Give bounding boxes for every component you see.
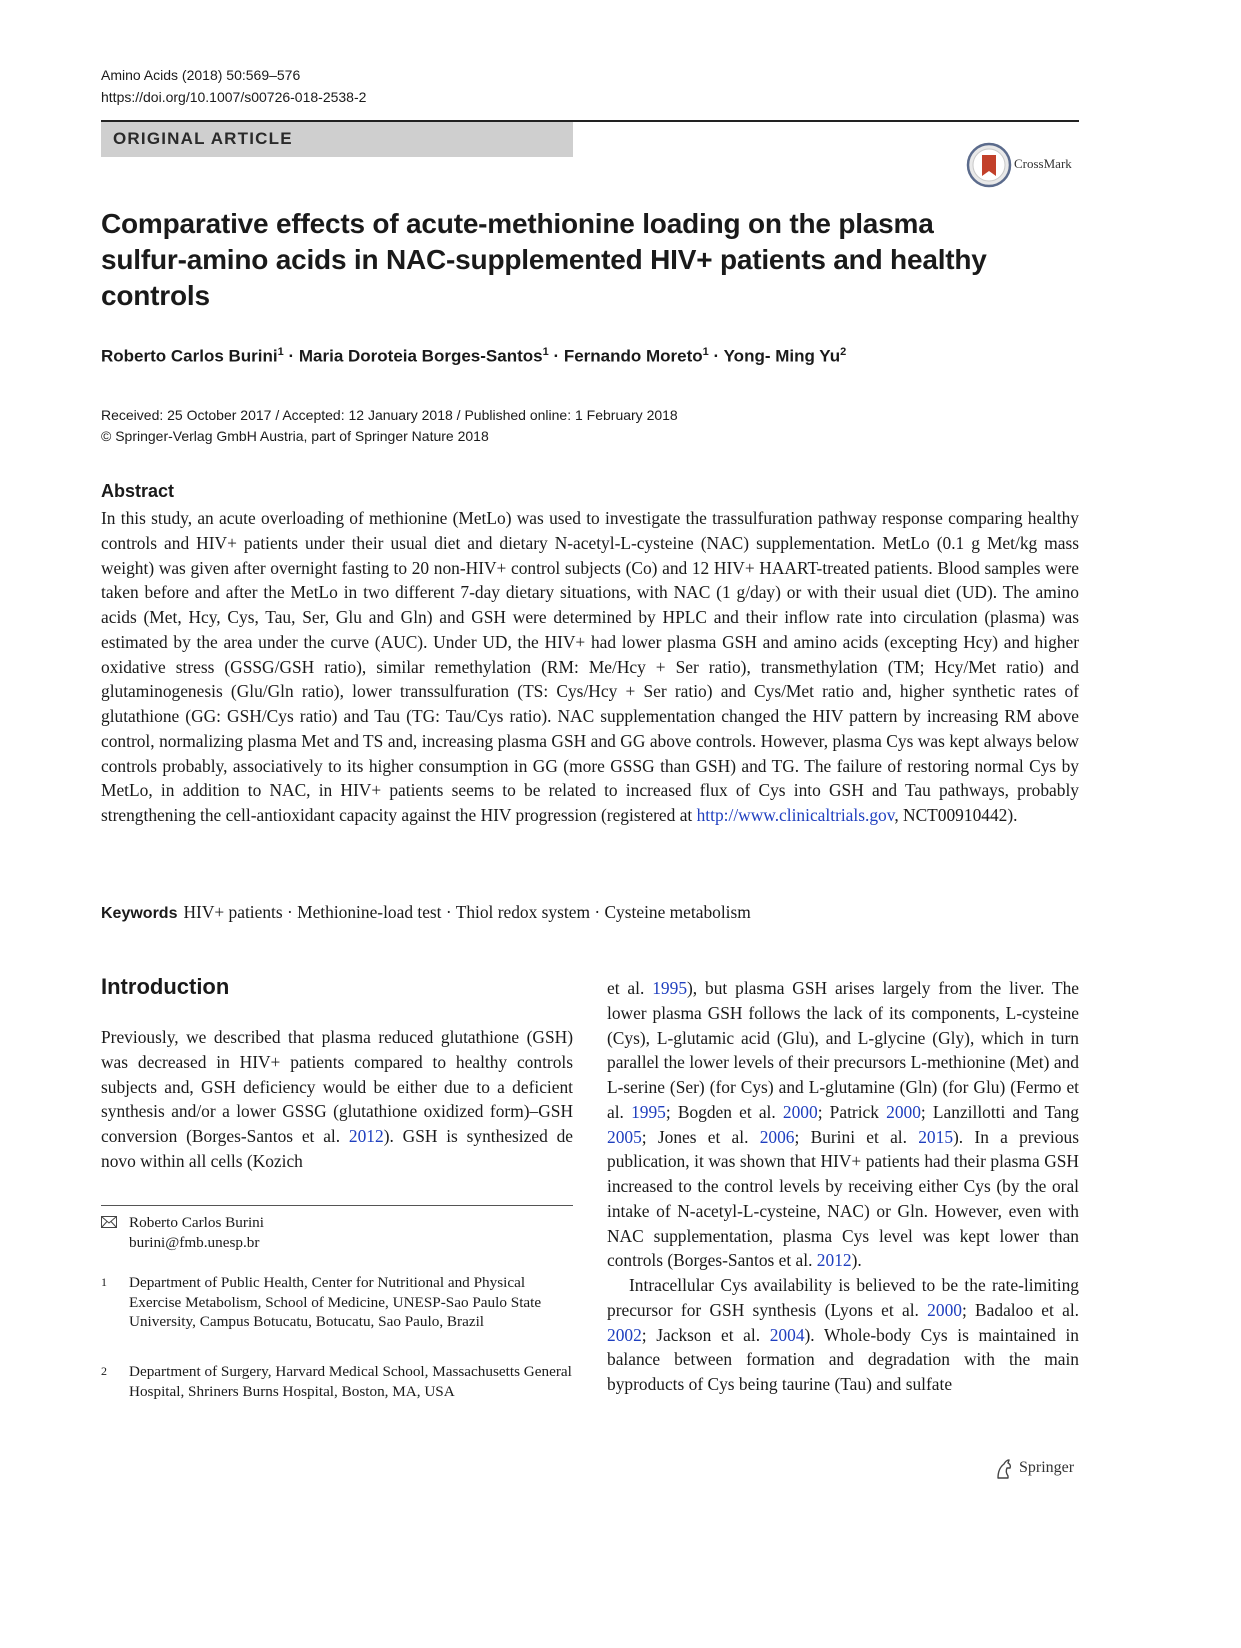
citation-link[interactable]: 2012	[348, 1126, 384, 1146]
introduction-right-column	[607, 976, 1079, 1397]
intro-text: ; Patrick	[817, 1101, 887, 1122]
affiliation-text: Department of Public Health, Center for Nutritional and Physical Exercise Metabolism, School of Medicine, UNESP-Sao Paulo State University, Campus Botucatu, Botucatu, Sao Paulo, Brazil	[129, 1274, 542, 1331]
abstract-body: In this study, an acute overloading of methionine (MetLo) was used to investigate the trassulfuration pathway response comparing healthy controls and HIV+ patients under their usual diet and dietary N-acetyl-L-cysteine (NAC) supplementation. MetLo (0.1 g Met/kg mass weight) was given after overnight fasting to 20 non-HIV+ control subjects (Co) and 12 HIV+ HAART-treated patients. Blood samples were taken before and after the MetLo in two different 7-day dietary situations, with NAC (1 g/day) or with their usual diet (UD). The amino acids (Met, Hcy, Cys, Tau, Ser, Glu and Gln) and GSH were determined by HPLC and their inflow rate into circulation (plasma) was estimated by the area under the curve (AUC). Under UD, the HIV+ had lower plasma GSH and amino acids (excepting Hcy) and higher oxidative stress (GSSG/GSH ratio), similar remethylation (RM: Me/Hcy + Ser ratio), transmethylation (TM; Hcy/Met ratio) and glutaminogenesis (Glu/Gln ratio), lower transsulfuration (TS: Cys/Hcy + Ser ratio) and Cys/Met ratio and, higher synthetic rates of glutathione (GG: GSH/Cys ratio) and Tau (TG: Tau/Cys ratio). NAC supplementation changed the HIV pattern by increasing RM above control, normalizing plasma Met and TS and, increasing plasma GSH and GG above controls. However, plasma Cys was kept always below controls probably, associatively to its higher consumption in GG (more GSSG than GSH) and TG. The failure of restoring normal Cys by MetLo, in addition to NAC, in HIV+ patients seems to be related to increased flux of Cys into GSH and Tau pathways, probably strengthening the cell-antioxidant capacity against the HIV progression (registered at	[101, 508, 1079, 825]
springer-horse-icon	[993, 1458, 1015, 1480]
corresponding-author	[101, 1213, 573, 1252]
intro-text: ; Lanzillotti and Tang	[920, 1101, 1079, 1122]
article-title: Comparative effects of acute-methionine loading on the plasma sulfur-amino acids in NAC-supplemented HIV+ patients and healthy controls	[101, 208, 987, 311]
envelope-icon	[101, 1215, 117, 1235]
affiliation-1	[101, 1273, 573, 1332]
affiliation-text: Department of Surgery, Harvard Medical School, Massachusetts General Hospital, Shriners Burns Hospital, Boston, MA, USA	[129, 1363, 572, 1400]
author-separator: ·	[548, 346, 564, 366]
author-separator: ·	[708, 346, 724, 366]
corresponding-name: Roberto Carlos Burini	[129, 1214, 264, 1231]
citation-link[interactable]: 2002	[607, 1324, 642, 1345]
intro-text: ). Whole-body Cys is maintained in balance between formation and degradation with the main byproducts of Cys being taurine (Tau) and sulfate	[607, 1324, 1079, 1394]
abstract-tail: , NCT00910442).	[894, 805, 1018, 825]
doi-link[interactable]: https://doi.org/10.1007/s00726-018-2538-2	[101, 89, 367, 105]
introduction-left-column	[101, 1025, 573, 1174]
author-affiliation-mark: 1	[702, 346, 709, 358]
citation-link[interactable]: 2000	[927, 1299, 962, 1320]
intro-text: ), but plasma GSH arises largely from the liver. The lower plasma GSH follows the lack of its components, L-cysteine (Cys), L-glutamic acid (Glu), and L-glycine (Gly), which in turn parallel the lower levels of their precursors L-methionine (Met) and L-serine (Ser) (for Cys) and L-glutamine (Gln) (for Glu) (Fermo et al.	[607, 978, 1079, 1122]
author-name[interactable]: Maria Doroteia Borges-Santos	[298, 346, 543, 366]
corresponding-email[interactable]: burini@fmb.unesp.br	[129, 1233, 260, 1251]
citation-link[interactable]: 2000	[782, 1101, 818, 1122]
introduction-heading: Introduction	[101, 974, 230, 999]
citation-link[interactable]: 2015	[918, 1126, 954, 1147]
publisher-name: Springer	[1019, 1459, 1075, 1476]
intro-text: Previously, we described that plasma reduced glutathione (GSH) was decreased in HIV+ patients compared to healthy controls subjects and, GSH deficiency would be either due to a deficient synthesis and/or a lower GSSG (glutathione oxidized form)–GSH conversion (Borges-Santos et al.	[101, 1027, 573, 1146]
article-type: ORIGINAL ARTICLE	[113, 129, 293, 148]
abstract-text	[101, 506, 1079, 828]
intro-text: ).	[851, 1250, 862, 1271]
copyright: © Springer-Verlag GmbH Austria, part of Springer Nature 2018	[101, 428, 489, 444]
intro-text: ; Badaloo et al.	[961, 1299, 1080, 1320]
citation-link[interactable]: 2004	[769, 1324, 805, 1345]
keywords-text: HIV+ patients · Methionine-load test · Thiol redox system · Cysteine metabolism	[183, 902, 751, 922]
author-affiliation-mark: 1	[542, 346, 549, 358]
citation-link[interactable]: 2000	[886, 1101, 921, 1122]
citation-link[interactable]: 2005	[607, 1126, 642, 1147]
intro-text: ). In a previous publication, it was shown that HIV+ patients had their plasma GSH increased to the control levels by receiving either Cys (by the oral intake of N-acetyl-L-cysteine, NAC) or Gln. However, even with NAC supplementation, plasma Cys level was kept lower than controls (Borges-Santos et al.	[607, 1126, 1079, 1271]
keywords-label: Keywords	[101, 905, 178, 922]
intro-paragraph-1	[607, 976, 1079, 1273]
intro-text: ; Bogden et al.	[665, 1101, 783, 1122]
intro-text: ). GSH is synthesized de novo within all cells (Kozich	[101, 1126, 573, 1171]
intro-text: ; Burini et al.	[794, 1126, 919, 1147]
intro-text: ; Jones et al.	[641, 1126, 760, 1147]
author-name[interactable]: Yong- Ming Yu	[723, 346, 841, 366]
intro-text: ; Jackson et al.	[641, 1324, 770, 1345]
footnote-rule	[101, 1205, 573, 1206]
author-name[interactable]: Fernando Moreto	[563, 346, 703, 366]
citation-link[interactable]: 1995	[652, 978, 688, 998]
abstract-heading: Abstract	[101, 481, 175, 501]
intro-text: Intracellular Cys availability is believed to be the rate-limiting precursor for GSH synthesis (Lyons et al.	[607, 1275, 1079, 1320]
author-name[interactable]: Roberto Carlos Burini	[101, 346, 278, 366]
author-separator: ·	[283, 346, 299, 366]
citation-link[interactable]: 2006	[759, 1126, 795, 1147]
affiliation-mark: 2	[101, 1364, 107, 1378]
keywords	[101, 902, 1079, 923]
intro-paragraph-2	[607, 1273, 1079, 1397]
author-affiliation-mark: 2	[840, 346, 847, 358]
crossmark-label: CrossMark	[1014, 156, 1072, 171]
trial-registry-link[interactable]: http://www.clinicaltrials.gov	[696, 805, 895, 825]
affiliation-mark: 1	[101, 1275, 107, 1289]
history-dates: Received: 25 October 2017 / Accepted: 12 January 2018 / Published online: 1 February 2018	[101, 407, 678, 423]
crossmark-icon	[966, 142, 1012, 188]
citation-link[interactable]: 2012	[816, 1250, 852, 1271]
author-list	[101, 346, 846, 367]
journal-meta	[101, 64, 366, 108]
author-affiliation-mark: 1	[277, 346, 284, 358]
citation-link[interactable]: 1995	[631, 1101, 666, 1122]
publication-dates	[101, 405, 678, 447]
affiliation-2	[101, 1362, 573, 1401]
intro-text: et al.	[607, 978, 653, 998]
journal-citation: Amino Acids (2018) 50:569–576	[101, 67, 301, 83]
